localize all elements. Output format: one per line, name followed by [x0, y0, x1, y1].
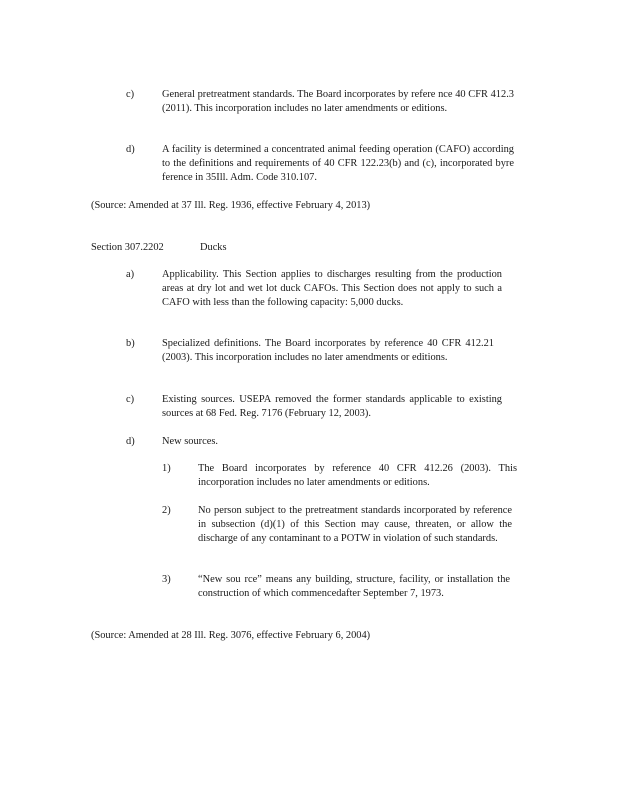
section-number: Section 307.2202: [91, 242, 164, 253]
source-note-prev: (Source: Amended at 37 Ill. Reg. 1936, effective February 4, 2013): [91, 200, 371, 211]
item-c2-text: Existing sources. USEPA removed the former standards applicable to existing sources at 68 Fed. Reg. 7176 (February 12, 2003).: [162, 394, 502, 419]
section-title: Ducks: [200, 242, 227, 253]
item-a-label: a): [126, 269, 135, 280]
subitem-3-label: 3): [162, 574, 171, 585]
item-d2-text: New sources.: [162, 436, 218, 447]
item-d-label: d): [126, 144, 135, 155]
subitem-1-label: 1): [162, 463, 171, 474]
item-a-text: Applicability. This Section applies to discharges resulting from the production areas at dry lot and wet lot duck CAFOs. This Section does not apply to such a CAFO with less than the following capacity: 5,000 ducks.: [162, 269, 502, 308]
item-c2-label: c): [126, 394, 135, 405]
subitem-2-text: No person subject to the pretreatment standards incorporated by reference in subsection (d)(1) of this Section may cause, threaten, or allow the discharge of any contaminant to a POTW in violation of such standards.: [198, 505, 512, 544]
subitem-2-label: 2): [162, 505, 171, 516]
subitem-1-text: The Board incorporates by reference 40 CFR 412.26 (2003). This incorporation includes no later amendments or editions.: [198, 463, 517, 488]
item-c-text: General pretreatment standards. The Board incorporates by refere nce 40 CFR 412.3 (2011). This incorporation includes no later amendments or editions.: [162, 89, 514, 114]
item-b-text: Specialized definitions. The Board incorporates by reference 40 CFR 412.21 (2003). This incorporation includes no later amendments or editions.: [162, 338, 494, 363]
source-note: (Source: Amended at 28 Ill. Reg. 3076, effective February 6, 2004): [91, 630, 371, 641]
item-d-text: A facility is determined a concentrated animal feeding operation (CAFO) according to the definitions and requirements of 40 CFR 122.23(b) and (c), incorporated byre ference in 35Ill. Adm. Code 310.107.: [162, 144, 514, 183]
item-d2-label: d): [126, 436, 135, 447]
subitem-3-text: “New sou rce” means any building, structure, facility, or installation the construction of which commencedafter September 7, 1973.: [198, 574, 510, 599]
item-b-label: b): [126, 338, 135, 349]
item-c-label: c): [126, 89, 135, 100]
